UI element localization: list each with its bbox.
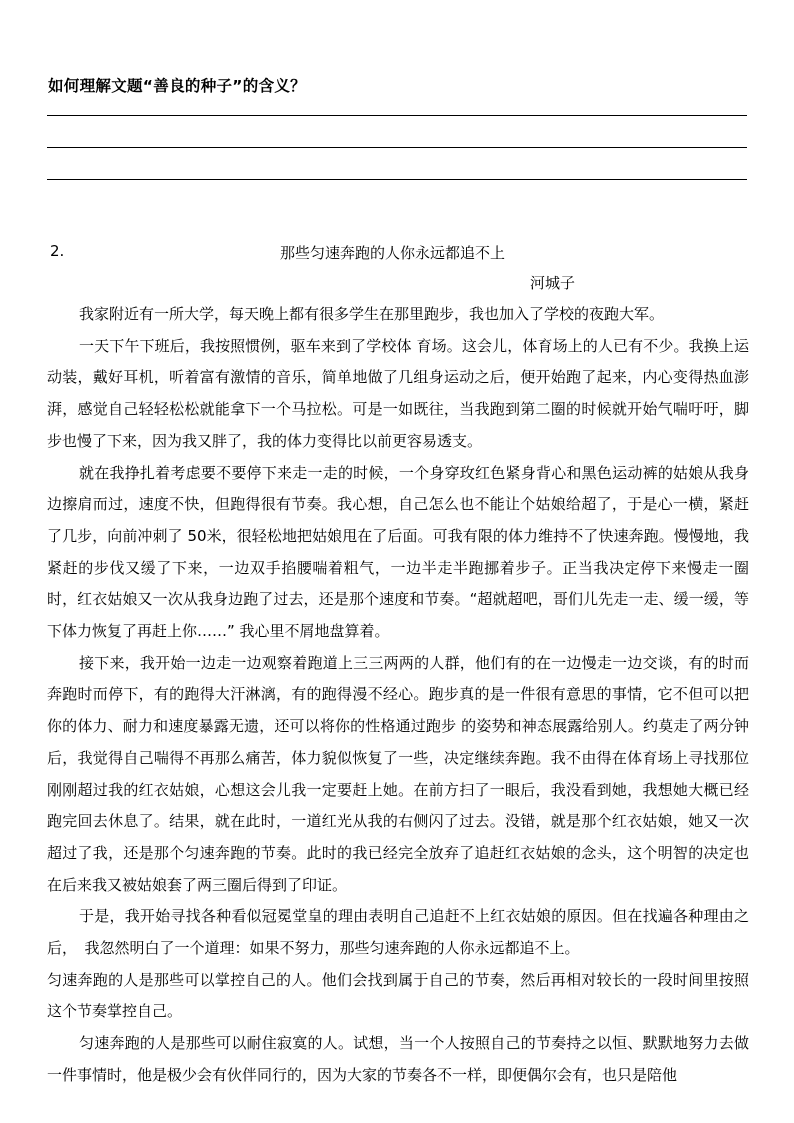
answer-line (47, 147, 747, 148)
paragraph: 我家附近有一所大学，每天晚上都有很多学生在那里跑步，我也加入了学校的夜跑大军。 (79, 305, 665, 323)
article-body (47, 299, 749, 1092)
paragraph: 一天下午下班后，我按照惯例，驱车来到了学校体 育场。这会儿，体育场上的人已有不少。我换上运动装，戴好耳机，听着富有激情的音乐，简单地做了几组身运动之后，便开始跑了起来，内心变得热血澎湃，感觉自己轻轻松松就能拿下一个马拉松。可是一如既往，当我跑到第二圈的时候就开始气喘吁吁，脚步也慢了下来，因为我又胖了，我的体力变得比以前更容易透支。 (47, 336, 749, 450)
paragraph: 就在我挣扎着考虑要不要停下来走一走的时候，一个身穿玫红色紧身背心和黑色运动裤的姑娘从我身边擦肩而过，速度不快，但跑得很有节奏。我心想，自己怎么也不能让个姑娘给超了，于是心一横，紧赶了几步，向前冲刺了 50米，很轻松地把姑娘甩在了后面。可我有限的体力维持不了快速奔跑。慢慢地，我紧赶的步伐又缓了下来，一边双手掐腰喘着粗气，一边半走半跑挪着步子。正当我决定停下来慢走一圈时，红衣姑娘又一次从我身边跑了过去，还是那个速度和节奏。“超就超吧，哥们儿先走一走、缓一缓，等下体力恢复了再赶上你……” 我心里不屑地盘算着。 (47, 463, 749, 641)
article-title: 那些匀速奔跑的人你永远都追不上 (280, 244, 506, 262)
question-text: 如何理解文题“善良的种子”的含义？ (48, 77, 306, 95)
paragraph: 接下来，我开始一边走一边观察着跑道上三三两两的人群，他们有的在一边慢走一边交谈，有的时而奔跑时而停下，有的跑得大汗淋漓，有的跑得漫不经心。跑步真的是一件很有意思的事情，它不但可以把你的体力、耐力和速度暴露无遗，还可以将你的性格通过跑步 的姿势和神态展露给别人。约莫走了两分钟后，我觉得自己喘得不再那么痛苦，体力貌似恢复了一些，决定继续奔跑。我不由得在体育场上寻找那位刚刚超过我的红衣姑娘，心想这会儿我一定要赶上她。在前方扫了一眼后，我没看到她，我想她大概已经跑完回去休息了。结果，就在此时，一道红光从我的右侧闪了过去。没错，就是那个红衣姑娘，她又一次超过了我，还是那个匀速奔跑的节奏。此时的我已经完全放弃了追赶红衣姑娘的念头，这个明智的决定也在后来我又被姑娘套了两三圈后得到了印证。 (47, 653, 749, 894)
paragraph: 于是，我开始寻找各种看似冠冕堂皇的理由表明自己追赶不上红衣姑娘的原因。但在找遍各种理由之后， 我忽然明白了一个道理：如果不努力，那些匀速奔跑的人你永远都追不上。 (47, 907, 749, 958)
question-number: 2. (50, 242, 65, 260)
paragraph: 匀速奔跑的人是那些可以耐住寂寞的人。试想，当一个人按照自己的节奏持之以恒、默默地努力去做一件事情时，他是极少会有伙伴同行的，因为大家的节奏各不一样，即便偶尔会有，也只是陪他 (47, 1034, 749, 1084)
article-author: 河城子 (530, 274, 576, 292)
answer-line (47, 115, 747, 116)
paragraph: 匀速奔跑的人是那些可以掌控自己的人。他们会找到属于自己的节奏，然后再相对较长的一段时间里按照这个节奏掌控自己。 (47, 970, 749, 1021)
answer-line (47, 179, 747, 180)
